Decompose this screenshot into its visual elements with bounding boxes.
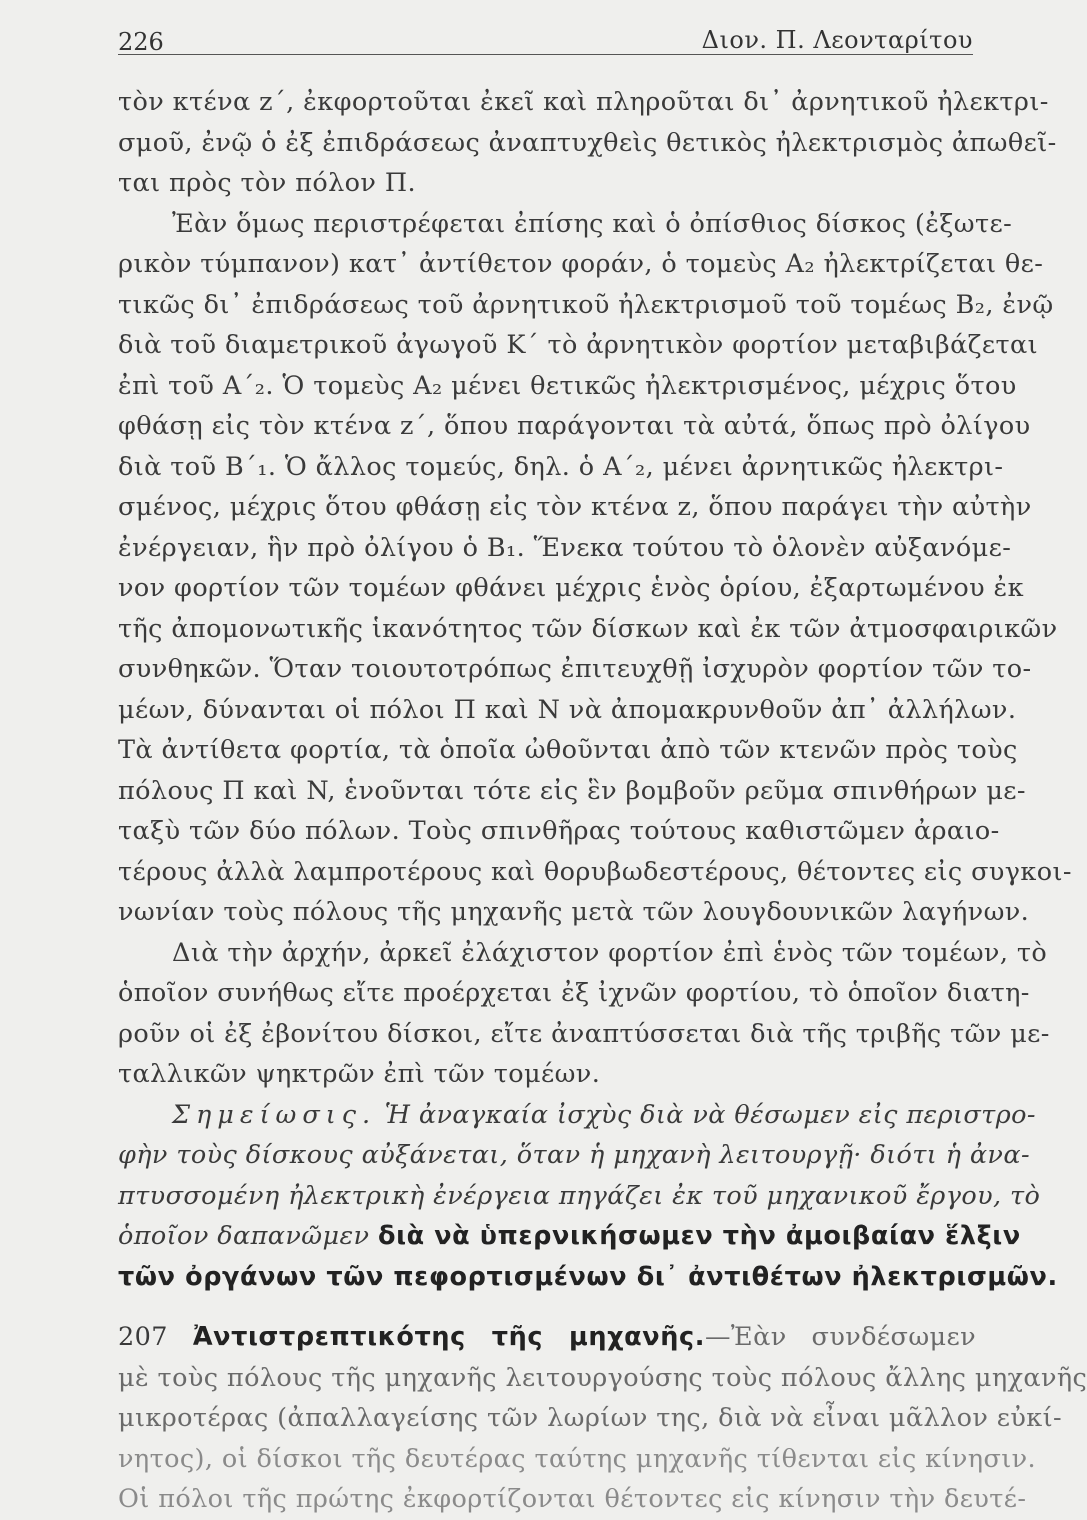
note-line: φὴν τοὺς δίσκους αὐξάνεται, ὅταν ἡ μηχανὴ λειτουργῇ· διότι ἡ ἀνα-: [118, 1140, 1030, 1170]
text-line: τικῶς δι᾽ ἐπιδράσεως τοῦ ἀρνητικοῦ ἠλεκτρισμοῦ τοῦ τομέως B₂, ἐνῷ: [118, 289, 1054, 320]
body-text: [118, 82, 1087, 1520]
text-line: Τὰ ἀντίθετα φορτία, τὰ ὁποῖα ὠθοῦνται ἀπὸ τῶν κτενῶν πρὸς τοὺς: [118, 735, 1018, 765]
page-number: 226: [118, 28, 164, 56]
text-line: ἐνέργειαν, ἣν πρὸ ὀλίγου ὁ B₁. Ἕνεκα τούτου τὸ ὁλονὲν αὐξανόμε-: [118, 532, 1012, 563]
text-line: ταλλικῶν ψηκτρῶν ἐπὶ τῶν τομέων.: [118, 1059, 601, 1089]
note-bold-line: τῶν ὀργάνων τῶν πεφορτισμένων δι᾽ ἀντιθέτων ἠλεκτρισμῶν.: [118, 1261, 1058, 1292]
note-text: Ἡ ἀναγκαία ἰσχὺς διὰ νὰ θέσωμεν εἰς περιστρο-: [384, 1099, 1036, 1130]
text-line: φθάσῃ εἰς τὸν κτένα z΄, ὅπου παράγονται τὰ αὐτά, ὅπως πρὸ ὀλίγου: [118, 411, 1031, 441]
paragraph-start-line: Διὰ τὴν ἀρχήν, ἀρκεῖ ἐλάχιστον φορτίον ἐπὶ ἑνὸς τῶν τομέων, τὸ: [172, 937, 1048, 968]
text-line: νον φορτίον τῶν τομέων φθάνει μέχρις ἑνὸς ὁρίου, ἐξαρτωμένου ἐκ: [118, 573, 1024, 603]
section-heading-line: [118, 1317, 976, 1358]
text-line: σμοῦ, ἐνῷ ὁ ἐξ ἐπιδράσεως ἀναπτυχθεὶς θετικὸς ἠλεκτρισμὸς ἀπωθεῖ-: [118, 127, 1057, 158]
note-line: [118, 1095, 1036, 1136]
text-line: ται πρὸς τὸν πόλον Π.: [118, 168, 416, 198]
text-line: ταξὺ τῶν δύο πόλων. Τοὺς σπινθῆρας τούτους καθιστῶμεν ἀραιο-: [118, 816, 1000, 846]
paragraph-start-line: Ἐὰν ὅμως περιστρέφεται ἐπίσης καὶ ὁ ὀπίσθιος δίσκος (ἐξωτε-: [172, 208, 1013, 239]
text-line: τὸν κτένα z΄, ἐκφορτοῦται ἐκεῖ καὶ πληροῦται δι᾽ ἀρνητικοῦ ἠλεκτρι-: [118, 87, 1049, 117]
section-line: Οἱ πόλοι τῆς πρώτης ἐκφορτίζονται θέτοντες εἰς κίνησιν τὴν δευτέ-: [118, 1484, 1027, 1514]
note-line: [118, 1216, 1021, 1257]
section-line: μικροτέρας (ἀπαλλαγείσης τῶν λωρίων της, διὰ νὰ εἶναι μᾶλλον εὐκί-: [118, 1403, 1062, 1433]
note-text: ὁποῖον δαπανῶμεν: [118, 1221, 370, 1251]
text-line: συνθηκῶν. Ὅταν τοιουτοτρόπως ἐπιτευχθῇ ἰσχυρὸν φορτίον τῶν το-: [118, 654, 1032, 684]
text-line: τῆς ἀπομονωτικῆς ἱκανότητος τῶν δίσκων καὶ ἐκ τῶν ἀτμοσφαιρικῶν: [118, 613, 1058, 644]
text-line: σμένος, μέχρις ὅτου φθάσῃ εἰς τὸν κτένα z, ὅπου παράγει τὴν αὐτὴν: [118, 492, 1032, 522]
section-line: μὲ τοὺς πόλους τῆς μηχανῆς λειτουργούσης τοὺς πόλους ἄλλης μηχανῆς: [118, 1362, 1087, 1393]
section-text: —Ἐὰν συνδέσωμεν: [705, 1322, 976, 1352]
text-line: διὰ τοῦ διαμετρικοῦ ἀγωγοῦ K΄ τὸ ἀρνητικὸν φορτίον μεταβιβάζεται: [118, 330, 1039, 360]
text-line: διὰ τοῦ B΄₁. Ὁ ἄλλος τομεύς, δηλ. ὁ A΄₂, μένει ἀρνητικῶς ἠλεκτρι-: [118, 451, 1004, 482]
section-number: 207: [118, 1322, 168, 1352]
text-line: μέων, δύνανται οἱ πόλοι Π καὶ N νὰ ἀπομακρυνθοῦν ἀπ᾽ ἀλλήλων.: [118, 694, 1017, 725]
text-line: ἐπὶ τοῦ A΄₂. Ὁ τομεὺς A₂ μένει θετικῶς ἠλεκτρισμένος, μέχρις ὅτου: [118, 370, 1017, 401]
text-line: νωνίαν τοὺς πόλους τῆς μηχανῆς μετὰ τῶν λουγδουνικῶν λαγήνων.: [118, 897, 1030, 927]
section-title: Ἀντιστρεπτικότης τῆς μηχανῆς.: [192, 1322, 706, 1352]
note-label: Σημείωσις.: [172, 1099, 377, 1130]
text-line: τέρους ἀλλὰ λαμπροτέρους καὶ θορυβωδεστέρους, θέτοντες εἰς συγκοι-: [118, 856, 1072, 887]
page-header: [118, 20, 973, 55]
section-spacer: [118, 1297, 976, 1317]
running-head: Διον. Π. Λεονταρίτου: [701, 26, 973, 54]
text-line: ροῦν οἱ ἐξ ἐβονίτου δίσκοι, εἴτε ἀναπτύσσεται διὰ τῆς τριβῆς τῶν με-: [118, 1018, 1050, 1049]
note-line: πτυσσομένη ἠλεκτρικὴ ἐνέργεια πηγάζει ἐκ τοῦ μηχανικοῦ ἔργου, τὸ: [118, 1180, 1041, 1211]
section-line: νητος), οἱ δίσκοι τῆς δευτέρας ταύτης μηχανῆς τίθενται εἰς κίνησιν.: [118, 1443, 1037, 1474]
note-bold-text: διὰ νὰ ὑπερνικήσωμεν τὴν ἀμοιβαίαν ἕλξιν: [377, 1221, 1021, 1251]
text-line: πόλους Π καὶ N, ἑνοῦνται τότε εἰς ἓν βομβοῦν ρεῦμα σπινθήρων με-: [118, 775, 1026, 806]
text-line: ὁποῖον συνήθως εἴτε προέρχεται ἐξ ἰχνῶν φορτίου, τὸ ὁποῖον διατη-: [118, 978, 1030, 1008]
text-line: ρικὸν τύμπανον) κατ᾽ ἀντίθετον φοράν, ὁ τομεὺς A₂ ἠλεκτρίζεται θε-: [118, 249, 1044, 279]
